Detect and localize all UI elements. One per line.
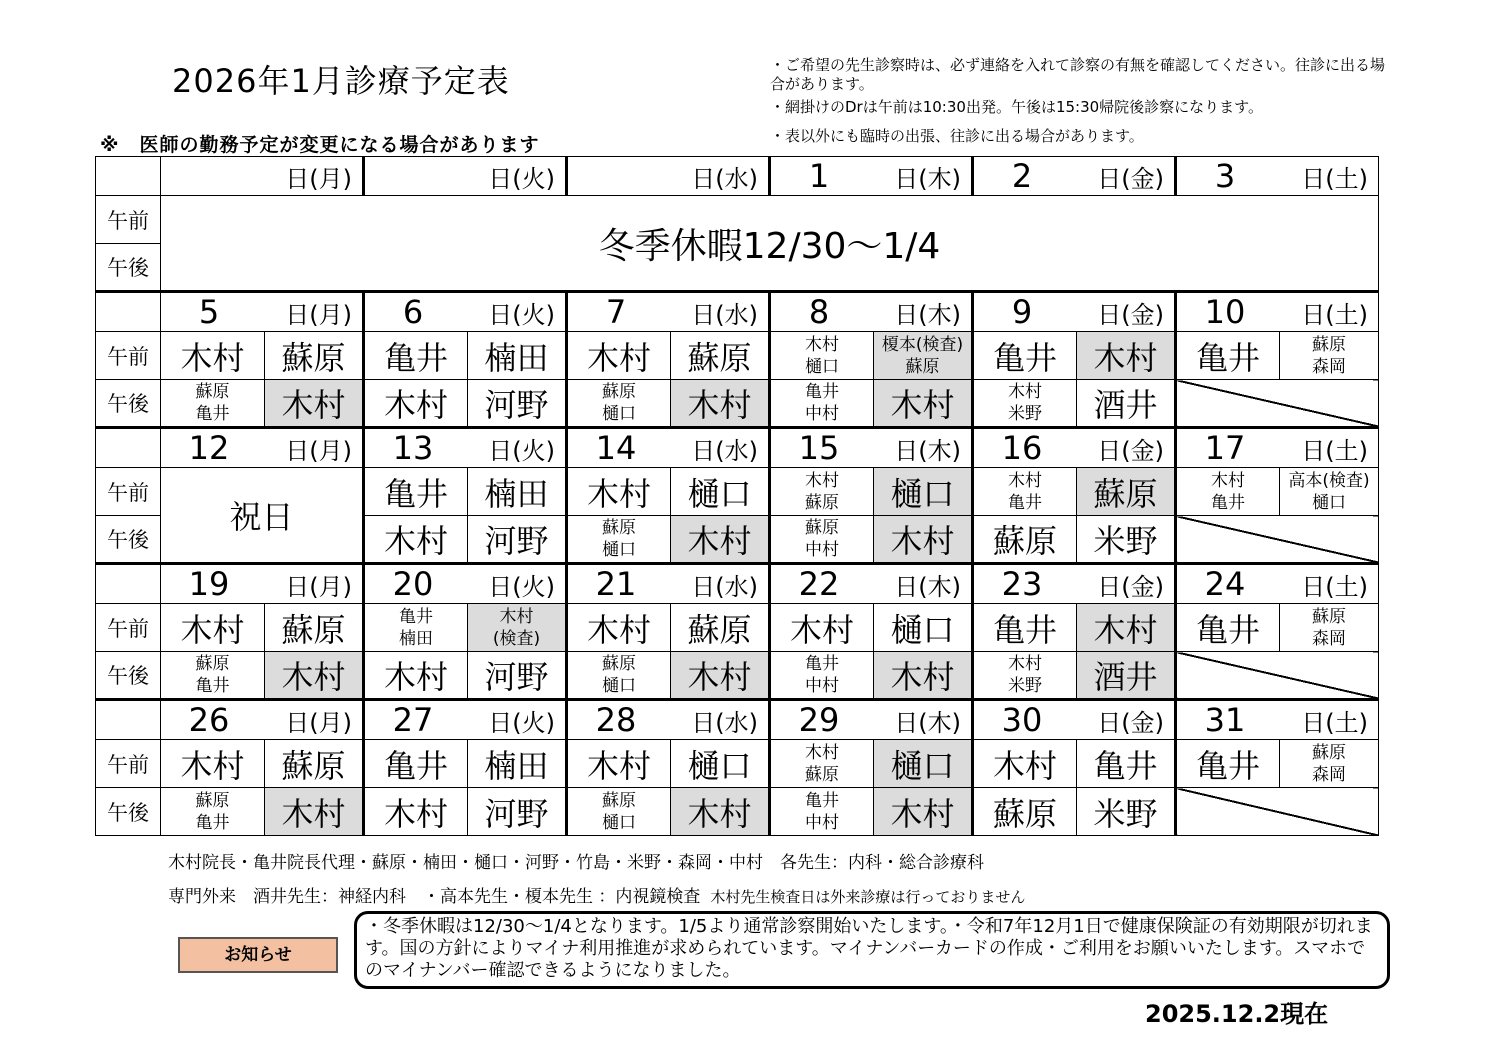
row-label-empty xyxy=(96,157,161,196)
day-number: 30 xyxy=(1001,701,1043,739)
day-number: 20 xyxy=(392,565,434,603)
day-header xyxy=(161,157,364,196)
doctor-cell: 蘇原 xyxy=(265,604,364,652)
day-number: 7 xyxy=(605,293,627,331)
day-header xyxy=(1176,564,1379,604)
weekday-label: 日(土) xyxy=(1301,436,1368,465)
day-header xyxy=(973,292,1176,332)
day-header xyxy=(770,157,973,196)
day-header xyxy=(161,428,364,468)
day-header xyxy=(1176,157,1379,196)
notice-box: ・冬季休暇は12/30～1/4となります。1/5より通常診察開始いたします。・令和7年12月1日で健康保険証の有効期限が切れます。国の方針によりマイナ利用推進が求められています。マイナンバーカードの作成・ご利用をお願いいたします。スマホでのマイナンバー確認できるようになりました。 xyxy=(354,911,1390,989)
weekday-label: 日(火) xyxy=(488,708,555,737)
day-header xyxy=(973,564,1176,604)
doctor-cell: 木村 xyxy=(364,788,468,836)
am-row xyxy=(96,332,1379,380)
am-label: 午前 xyxy=(96,332,161,380)
am-row xyxy=(96,604,1379,652)
weekday-label: 日(火) xyxy=(488,164,555,193)
doctor-cell: 蘇原 xyxy=(265,332,364,380)
day-header xyxy=(567,564,770,604)
doctor-cell: 亀井 xyxy=(364,332,468,380)
doctor-cell: 楠田 xyxy=(468,468,567,516)
weekday-label: 日(金) xyxy=(1097,300,1164,329)
doctor-cell: 木村 xyxy=(265,788,364,836)
weekday-label: 日(土) xyxy=(1301,164,1368,193)
notes xyxy=(770,56,1390,156)
day-header-row xyxy=(96,157,1379,196)
pm-label: 午後 xyxy=(96,516,161,564)
schedule-change-note: ※ 医師の勤務予定が変更になる場合があります xyxy=(100,134,540,156)
doctor-cell: 蘇原 xyxy=(973,788,1077,836)
day-header xyxy=(161,292,364,332)
exam-day-note: 木村先生検査日は外来診療は行っておりません xyxy=(710,888,1026,906)
day-number: 16 xyxy=(1001,429,1043,467)
doctor-cell: 楠田 xyxy=(468,332,567,380)
closed-slot xyxy=(1176,788,1379,836)
day-number: 10 xyxy=(1204,293,1246,331)
pm-row xyxy=(96,380,1379,428)
day-header xyxy=(567,428,770,468)
doctor-cell: 酒井 xyxy=(1077,652,1176,700)
pm-label: 午後 xyxy=(96,380,161,428)
day-header xyxy=(364,292,567,332)
day-header xyxy=(1176,700,1379,740)
am-row xyxy=(96,740,1379,788)
am-label: 午前 xyxy=(96,604,161,652)
doctor-cell: 蘇原 森岡 xyxy=(1280,332,1379,380)
doctor-cell: 樋口 xyxy=(874,604,973,652)
weekday-label: 日(月) xyxy=(285,164,352,193)
note-item: ・網掛けのDrは午前は10:30出発。午後は15:30帰院後診察になります。 xyxy=(770,98,1263,116)
doctor-cell: 木村 xyxy=(770,604,874,652)
day-header-row xyxy=(96,292,1379,332)
weekday-label: 日(金) xyxy=(1097,572,1164,601)
day-number: 17 xyxy=(1204,429,1246,467)
weekday-label: 日(月) xyxy=(285,436,352,465)
day-header xyxy=(567,157,770,196)
doctor-cell: 榎本(検査) 蘇原 xyxy=(874,332,973,380)
doctor-cell: 木村 蘇原 xyxy=(770,740,874,788)
weekday-label: 日(木) xyxy=(894,708,961,737)
weekday-label: 日(火) xyxy=(488,436,555,465)
day-header xyxy=(1176,428,1379,468)
day-header-row xyxy=(96,564,1379,604)
doctor-cell: 蘇原 xyxy=(973,516,1077,564)
doctor-cell: 木村 xyxy=(671,380,770,428)
pm-row xyxy=(96,652,1379,700)
day-number: 3 xyxy=(1214,157,1236,195)
doctor-cell: 木村 xyxy=(265,652,364,700)
day-number: 13 xyxy=(392,429,434,467)
doctor-cell: 木村 米野 xyxy=(973,652,1077,700)
day-number: 6 xyxy=(402,293,424,331)
doctor-cell: 河野 xyxy=(468,788,567,836)
doctor-cell: 河野 xyxy=(468,380,567,428)
weekday-label: 日(水) xyxy=(691,572,758,601)
day-header xyxy=(770,700,973,740)
day-number: 19 xyxy=(188,565,230,603)
doctor-cell: 高本(検査) 樋口 xyxy=(1280,468,1379,516)
doctor-cell: 蘇原 xyxy=(1077,468,1176,516)
weekday-label: 日(水) xyxy=(691,164,758,193)
doctor-cell: 木村 亀井 xyxy=(973,468,1077,516)
row-label-empty xyxy=(96,292,161,332)
doctor-cell: 木村 xyxy=(364,516,468,564)
day-header xyxy=(161,564,364,604)
doctor-cell: 亀井 xyxy=(973,332,1077,380)
day-header xyxy=(1176,292,1379,332)
doctor-cell: 亀井 xyxy=(364,468,468,516)
weekday-label: 日(木) xyxy=(894,300,961,329)
doctor-cell: 木村 xyxy=(671,652,770,700)
day-number: 21 xyxy=(595,565,637,603)
weekday-label: 日(木) xyxy=(894,164,961,193)
weekday-label: 日(木) xyxy=(894,436,961,465)
doctor-cell: 亀井 xyxy=(1176,332,1280,380)
doctor-cell: 樋口 xyxy=(671,468,770,516)
doctor-cell: 米野 xyxy=(1077,516,1176,564)
doctor-cell: 河野 xyxy=(468,516,567,564)
pm-label: 午後 xyxy=(96,788,161,836)
doctor-cell: 木村 樋口 xyxy=(770,332,874,380)
day-header xyxy=(973,157,1176,196)
weekday-label: 日(土) xyxy=(1301,572,1368,601)
doctor-cell: 木村 xyxy=(874,516,973,564)
doctor-cell: 木村 xyxy=(973,740,1077,788)
day-header xyxy=(364,700,567,740)
doctor-cell: 木村 (検査) xyxy=(468,604,567,652)
row-label-empty xyxy=(96,564,161,604)
day-number: 22 xyxy=(798,565,840,603)
doctor-cell: 蘇原 中村 xyxy=(770,516,874,564)
row-label-empty xyxy=(96,428,161,468)
weekday-label: 日(金) xyxy=(1097,164,1164,193)
closed-slot xyxy=(1176,516,1379,564)
day-number: 9 xyxy=(1011,293,1033,331)
weekday-label: 日(水) xyxy=(691,436,758,465)
doctor-cell: 木村 亀井 xyxy=(1176,468,1280,516)
holiday-cell: 祝日 xyxy=(161,468,364,564)
weekday-label: 日(月) xyxy=(285,300,352,329)
doctor-cell: 木村 xyxy=(364,380,468,428)
doctor-cell: 酒井 xyxy=(1077,380,1176,428)
doctor-cell: 蘇原 亀井 xyxy=(161,788,265,836)
doctor-cell: 蘇原 亀井 xyxy=(161,652,265,700)
doctor-cell: 亀井 xyxy=(364,740,468,788)
doctor-cell: 蘇原 xyxy=(671,604,770,652)
weekday-label: 日(金) xyxy=(1097,436,1164,465)
doctor-cell: 蘇原 xyxy=(265,740,364,788)
doctor-cell: 木村 xyxy=(874,788,973,836)
doctor-cell: 樋口 xyxy=(874,740,973,788)
specialist-text: 専門外来 酒井先生：神経内科 ・高本先生・榎本先生 ：内視鏡検査 xyxy=(168,887,701,907)
am-label: 午前 xyxy=(96,196,161,244)
day-header xyxy=(973,700,1176,740)
day-number: 15 xyxy=(798,429,840,467)
doctor-cell: 木村 xyxy=(567,468,671,516)
closed-slot xyxy=(1176,652,1379,700)
doctor-cell: 河野 xyxy=(468,652,567,700)
weekday-label: 日(月) xyxy=(285,708,352,737)
closed-slot xyxy=(1176,380,1379,428)
doctor-cell: 木村 xyxy=(364,652,468,700)
doctor-list: 木村院長・亀井院長代理・蘇原・楠田・樋口・河野・竹島・米野・森岡・中村 各先生：内科・総合診療科 xyxy=(168,853,984,873)
doctor-cell: 蘇原 xyxy=(671,332,770,380)
doctor-cell: 蘇原 樋口 xyxy=(567,652,671,700)
day-header-row xyxy=(96,428,1379,468)
weekday-label: 日(土) xyxy=(1301,300,1368,329)
day-header xyxy=(364,564,567,604)
doctor-cell: 亀井 xyxy=(1077,740,1176,788)
doctor-cell: 木村 xyxy=(265,380,364,428)
doctor-cell: 蘇原 樋口 xyxy=(567,516,671,564)
doctor-cell: 木村 xyxy=(161,740,265,788)
weekday-label: 日(金) xyxy=(1097,708,1164,737)
doctor-cell: 蘇原 森岡 xyxy=(1280,740,1379,788)
doctor-cell: 木村 xyxy=(567,740,671,788)
weekday-label: 日(火) xyxy=(488,300,555,329)
doctor-cell: 樋口 xyxy=(671,740,770,788)
day-number: 23 xyxy=(1001,565,1043,603)
day-number: 24 xyxy=(1204,565,1246,603)
doctor-cell: 木村 xyxy=(161,604,265,652)
doctor-cell: 蘇原 森岡 xyxy=(1280,604,1379,652)
am-row xyxy=(96,468,1379,516)
day-number: 31 xyxy=(1204,701,1246,739)
weekday-label: 日(土) xyxy=(1301,708,1368,737)
doctor-cell: 亀井 xyxy=(1176,740,1280,788)
doctor-cell: 木村 xyxy=(161,332,265,380)
weekday-label: 日(水) xyxy=(691,708,758,737)
day-number: 26 xyxy=(188,701,230,739)
pm-label: 午後 xyxy=(96,652,161,700)
day-number: 1 xyxy=(808,157,830,195)
weekday-label: 日(火) xyxy=(488,572,555,601)
doctor-cell: 亀井 中村 xyxy=(770,788,874,836)
doctor-cell: 木村 xyxy=(874,652,973,700)
day-header xyxy=(770,564,973,604)
day-number: 29 xyxy=(798,701,840,739)
day-number: 5 xyxy=(198,293,220,331)
am-label: 午前 xyxy=(96,468,161,516)
doctor-cell: 木村 xyxy=(567,332,671,380)
note-item: ・ご希望の先生診察時は、必ず連絡を入れて診察の有無を確認してください。往診に出る場合があります。 xyxy=(770,56,1386,93)
schedule-table xyxy=(95,156,1379,836)
day-header xyxy=(161,700,364,740)
day-header xyxy=(567,292,770,332)
doctor-cell: 亀井 xyxy=(1176,604,1280,652)
day-header xyxy=(567,700,770,740)
day-number: 14 xyxy=(595,429,637,467)
day-header xyxy=(364,428,567,468)
day-header-row xyxy=(96,700,1379,740)
doctor-cell: 亀井 楠田 xyxy=(364,604,468,652)
day-header xyxy=(364,157,567,196)
doctor-cell: 木村 xyxy=(671,788,770,836)
doctor-cell: 木村 xyxy=(671,516,770,564)
day-number: 12 xyxy=(188,429,230,467)
as-of-date: 2025.12.2現在 xyxy=(1145,1000,1329,1028)
doctor-cell: 木村 xyxy=(1077,332,1176,380)
day-number: 2 xyxy=(1011,157,1033,195)
day-number: 8 xyxy=(808,293,830,331)
pm-row xyxy=(96,788,1379,836)
day-header xyxy=(770,428,973,468)
doctor-cell: 亀井 中村 xyxy=(770,652,874,700)
day-number: 27 xyxy=(392,701,434,739)
doctor-cell: 木村 xyxy=(567,604,671,652)
doctor-cell: 亀井 中村 xyxy=(770,380,874,428)
weekday-label: 日(月) xyxy=(285,572,352,601)
doctor-cell: 木村 米野 xyxy=(973,380,1077,428)
winter-break-notice: 冬季休暇12/30～1/4 xyxy=(161,196,1379,292)
day-number: 28 xyxy=(595,701,637,739)
doctor-cell: 木村 xyxy=(1077,604,1176,652)
weekday-label: 日(水) xyxy=(691,300,758,329)
day-header xyxy=(770,292,973,332)
doctor-cell: 樋口 xyxy=(874,468,973,516)
am-label: 午前 xyxy=(96,740,161,788)
doctor-cell: 蘇原 樋口 xyxy=(567,788,671,836)
day-header xyxy=(973,428,1176,468)
pm-label: 午後 xyxy=(96,244,161,292)
weekday-label: 日(木) xyxy=(894,572,961,601)
doctor-cell: 亀井 xyxy=(973,604,1077,652)
page-title: 2026年1月診療予定表 xyxy=(172,62,510,100)
doctor-cell: 楠田 xyxy=(468,740,567,788)
doctor-cell: 米野 xyxy=(1077,788,1176,836)
row-label-empty xyxy=(96,700,161,740)
note-item: ・表以外にも臨時の出張、往診に出る場合があります。 xyxy=(770,127,1144,145)
specialist-list xyxy=(168,882,1025,907)
doctor-cell: 木村 蘇原 xyxy=(770,468,874,516)
notice-button[interactable]: お知らせ xyxy=(178,937,338,973)
doctor-cell: 蘇原 樋口 xyxy=(567,380,671,428)
doctor-cell: 蘇原 亀井 xyxy=(161,380,265,428)
doctor-cell: 木村 xyxy=(874,380,973,428)
